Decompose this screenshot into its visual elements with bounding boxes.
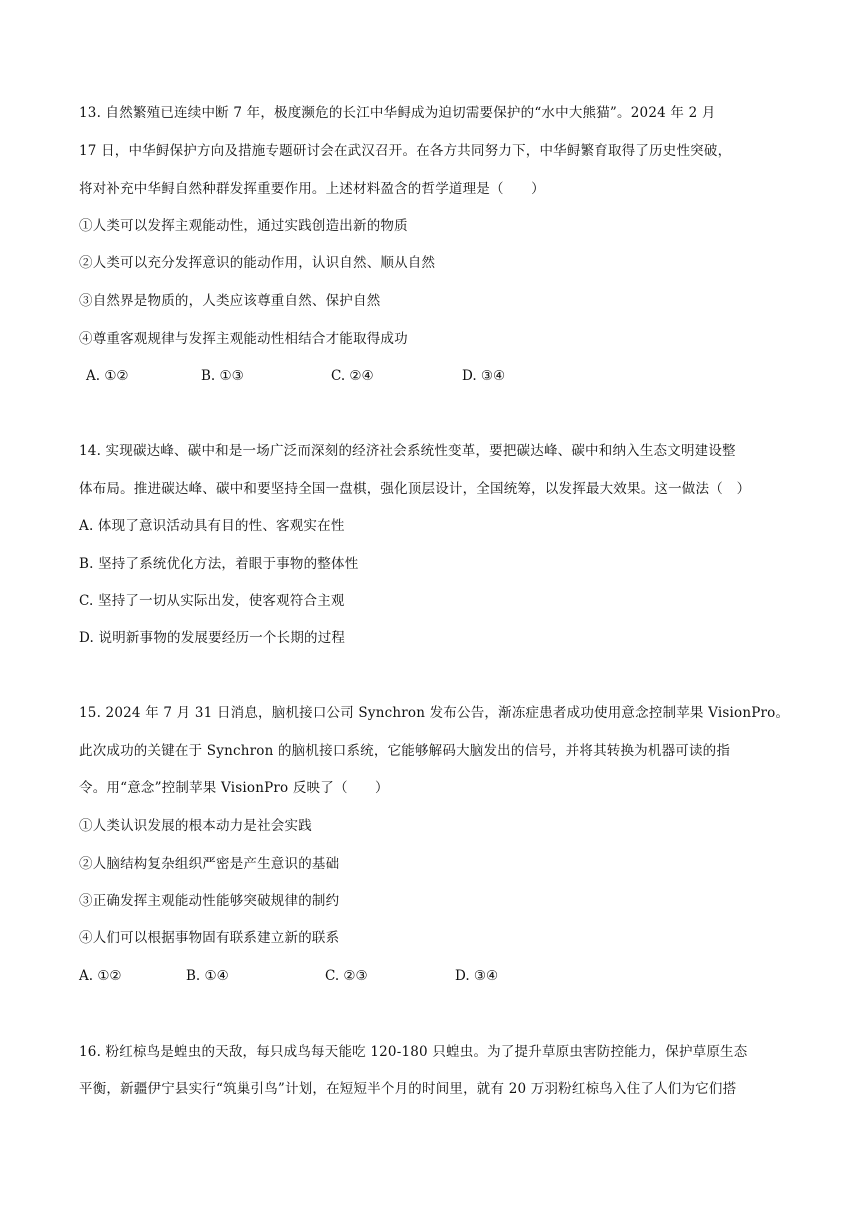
question-15-option-d: D. ③④: [455, 968, 499, 984]
question-14-option-c: C. 坚持了一切从实际出发，使客观符合主观: [79, 593, 345, 609]
question-15-statement-1: ①人类认识发展的根本动力是社会实践: [79, 818, 312, 834]
question-13-statement-1: ①人类可以发挥主观能动性，通过实践创造出新的物质: [79, 218, 408, 234]
question-13-statement-2: ②人类可以充分发挥意识的能动作用，认识自然、顺从自然: [79, 255, 436, 271]
question-13-option-a: A. ①②: [86, 368, 129, 384]
question-15-line-3: 令。用“意念”控制苹果 VisionPro 反映了（ ）: [79, 780, 389, 796]
question-15-statement-3: ③正确发挥主观能动性能够突破规律的制约: [79, 893, 340, 909]
question-13-statement-3: ③自然界是物质的，人类应该尊重自然、保护自然: [79, 293, 381, 309]
question-13-line-2: 17 日，中华鲟保护方向及措施专题研讨会在武汉召开。在各方共同努力下，中华鲟繁育取得了历史性突破，: [79, 143, 732, 159]
question-13-line-3: 将对补充中华鲟自然种群发挥重要作用。上述材料盈含的哲学道理是（ ）: [79, 181, 545, 197]
question-15-option-b: B. ①④: [186, 968, 229, 984]
question-15-line-1: 15. 2024 年 7 月 31 日消息，脑机接口公司 Synchron 发布公告，渐冻症患者成功使用意念控制苹果 VisionPro。: [79, 705, 790, 721]
question-13-option-c: C. ②④: [331, 368, 374, 384]
question-15-statement-2: ②人脑结构复杂组织严密是产生意识的基础: [79, 856, 340, 872]
question-14-line-2: 体布局。推进碳达峰、碳中和要坚持全国一盘棋，强化顶层设计，全国统筹，以发挥最大效果。这一做法（ ）: [79, 481, 751, 497]
question-13-line-1: 13. 自然繁殖已连续中断 7 年，极度濒危的长江中华鲟成为迫切需要保护的“水中大熊猫”。2024 年 2 月: [79, 105, 716, 121]
question-14-option-d: D. 说明新事物的发展要经历一个长期的过程: [79, 630, 346, 646]
question-15-statement-4: ④人们可以根据事物固有联系建立新的联系: [79, 930, 340, 946]
question-14-option-a: A. 体现了意识活动具有目的性、客观实在性: [79, 518, 345, 534]
question-13-option-d: D. ③④: [462, 368, 506, 384]
question-14-line-1: 14. 实现碳达峰、碳中和是一场广泛而深刻的经济社会系统性变革，要把碳达峰、碳中和纳入生态文明建设整: [79, 443, 736, 459]
question-13-option-b: B. ①③: [201, 368, 244, 384]
question-15-line-2: 此次成功的关键在于 Synchron 的脑机接口系统，它能够解码大脑发出的信号，并将其转换为机器可读的指: [79, 743, 731, 759]
question-13-statement-4: ④尊重客观规律与发挥主观能动性相结合才能取得成功: [79, 331, 408, 347]
question-16-line-2: 平衡，新疆伊宁县实行“筑巢引鸟”计划，在短短半个月的时间里，就有 20 万羽粉红椋鸟入住了人们为它们搭: [79, 1081, 737, 1097]
question-16-line-1: 16. 粉红椋鸟是蝗虫的天敌，每只成鸟每天能吃 120-180 只蝗虫。为了提升草原虫害防控能力，保护草原生态: [79, 1044, 748, 1060]
question-14-option-b: B. 坚持了系统优化方法，着眼于事物的整体性: [79, 556, 359, 572]
question-15-option-c: C. ②③: [325, 968, 368, 984]
question-15-option-a: A. ①②: [79, 968, 122, 984]
